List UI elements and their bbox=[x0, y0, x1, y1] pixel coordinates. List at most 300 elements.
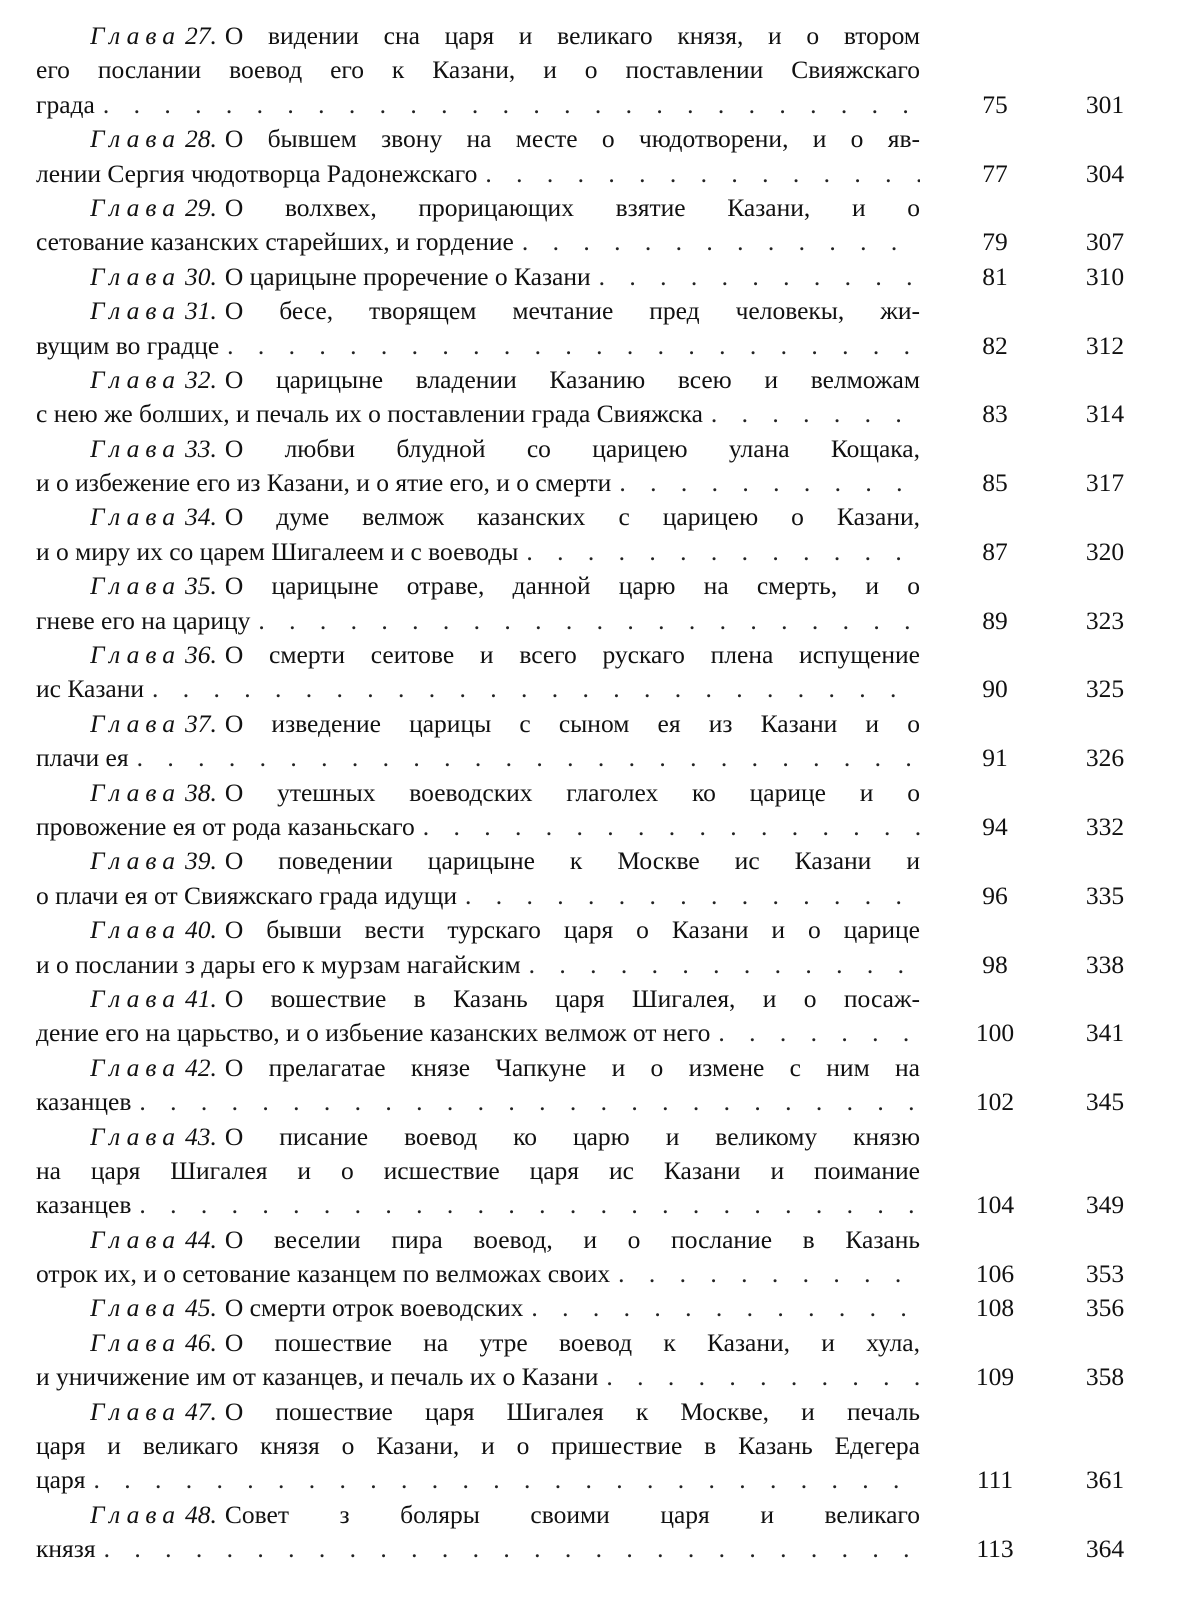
toc-line-text bbox=[36, 466, 920, 500]
chapter-title-text: отрок их, и о сетование казанцем по велможах своих bbox=[36, 1259, 611, 1289]
toc-line-body bbox=[36, 1431, 920, 1460]
toc-line-text bbox=[36, 810, 920, 844]
toc-line bbox=[0, 1051, 1182, 1085]
toc-line-body bbox=[36, 1463, 93, 1497]
toc-line-text bbox=[90, 1291, 920, 1325]
dot-leader bbox=[619, 466, 920, 500]
toc-line bbox=[0, 569, 1182, 603]
page-number-original: 83 bbox=[982, 399, 1008, 429]
toc-line-body bbox=[90, 1500, 920, 1529]
toc-line bbox=[0, 672, 1182, 706]
chapter-title-text: с нею же болших, и печаль их о поставлении града Свияжска bbox=[36, 399, 703, 429]
toc-line bbox=[0, 260, 1182, 294]
page-number-translation: 364 bbox=[1085, 1534, 1125, 1564]
toc-line bbox=[0, 191, 1182, 225]
dot-leader bbox=[718, 1016, 920, 1050]
chapter-label: Глава bbox=[90, 192, 181, 222]
dot-leader bbox=[139, 1188, 920, 1222]
toc-line-body bbox=[36, 879, 465, 913]
toc-line-text bbox=[90, 844, 920, 878]
toc-entry bbox=[0, 191, 1182, 260]
toc-line bbox=[0, 604, 1182, 638]
toc-line-text bbox=[90, 1120, 920, 1154]
toc-line bbox=[0, 363, 1182, 397]
dot-leader bbox=[526, 535, 920, 569]
chapter-label: Глава bbox=[90, 502, 181, 532]
chapter-label: Глава bbox=[90, 1052, 181, 1082]
chapter-number: 42. bbox=[184, 1052, 217, 1082]
toc-line bbox=[0, 948, 1182, 982]
chapter-title-text: его послании воевод его к Казани, и о поставлении Свияжскаго bbox=[36, 55, 920, 85]
toc-entry bbox=[0, 1395, 1182, 1498]
toc-entry bbox=[0, 500, 1182, 569]
chapter-number: 44. bbox=[184, 1224, 217, 1254]
toc-entry bbox=[0, 844, 1182, 913]
toc-line-text bbox=[90, 1326, 920, 1360]
chapter-title-text: гневе его на царицу bbox=[36, 605, 251, 635]
toc-line-body bbox=[90, 1291, 531, 1325]
chapter-number: 46. bbox=[184, 1327, 217, 1357]
toc-line bbox=[0, 1188, 1182, 1222]
toc-line-body bbox=[36, 741, 137, 775]
chapter-number: 32. bbox=[184, 364, 217, 394]
toc-line-body bbox=[90, 846, 920, 875]
toc-entry bbox=[0, 122, 1182, 191]
toc-line-text bbox=[36, 535, 920, 569]
page-number-translation: 361 bbox=[1085, 1465, 1125, 1495]
page-number-original: 75 bbox=[982, 89, 1008, 119]
page-number-translation: 312 bbox=[1085, 330, 1125, 360]
toc-line bbox=[0, 1429, 1182, 1463]
toc-line-body bbox=[36, 948, 529, 982]
chapter-title-text: О бывшем звону на месте о чюдотворени, и о яв- bbox=[224, 124, 920, 154]
toc-line bbox=[0, 88, 1182, 122]
chapter-title-text: казанцев bbox=[36, 1190, 132, 1220]
dot-leader bbox=[139, 1085, 920, 1119]
chapter-label: Глава bbox=[90, 983, 181, 1013]
toc-line-text bbox=[90, 294, 920, 328]
toc-entry bbox=[0, 638, 1182, 707]
toc-line-body bbox=[90, 915, 920, 944]
toc-line-text bbox=[90, 569, 920, 603]
toc-line-text bbox=[36, 672, 920, 706]
toc-line-text bbox=[36, 1257, 920, 1291]
page-number-original: 85 bbox=[982, 468, 1008, 498]
page-number-original: 90 bbox=[982, 674, 1008, 704]
toc-line bbox=[0, 225, 1182, 259]
toc-line-body bbox=[36, 55, 920, 84]
chapter-title-text: лении Сергия чюдотворца Радонежскаго bbox=[36, 158, 478, 188]
toc-line bbox=[0, 1154, 1182, 1188]
chapter-label: Глава bbox=[90, 124, 181, 154]
page-number-original: 102 bbox=[975, 1087, 1015, 1117]
page-number-translation: 349 bbox=[1085, 1190, 1125, 1220]
toc-line-text bbox=[90, 260, 920, 294]
toc-line-text bbox=[36, 225, 920, 259]
chapter-title-text: О царицыне владении Казанию всею и велможам bbox=[224, 364, 920, 394]
toc-line-text bbox=[36, 604, 920, 638]
chapter-title-text: сетование казанских старейших, и гордение bbox=[36, 227, 514, 257]
chapter-title-text: на царя Шигалея и о исшествие царя ис Казани и поимание bbox=[36, 1155, 920, 1185]
toc-entry bbox=[0, 19, 1182, 122]
toc-line-body bbox=[36, 329, 227, 363]
dot-leader bbox=[423, 810, 920, 844]
page-number-original: 89 bbox=[982, 605, 1008, 635]
toc-line-body bbox=[36, 1156, 920, 1185]
toc-line-body bbox=[36, 1532, 104, 1566]
toc-line-text bbox=[90, 1395, 920, 1429]
toc-line bbox=[0, 1016, 1182, 1050]
page-number-original: 106 bbox=[975, 1259, 1015, 1289]
toc-line-text bbox=[36, 397, 920, 431]
page-number-original: 96 bbox=[982, 880, 1008, 910]
chapter-label: Глава bbox=[90, 915, 181, 945]
chapter-number: 41. bbox=[184, 983, 217, 1013]
toc-entry bbox=[0, 776, 1182, 845]
chapter-title-text: и о избежение его из Казани, и о ятие его, и о смерти bbox=[36, 468, 612, 498]
chapter-label: Глава bbox=[90, 708, 181, 738]
toc-line-text bbox=[90, 1051, 920, 1085]
toc-line bbox=[0, 982, 1182, 1016]
toc-entry bbox=[0, 913, 1182, 982]
toc-line bbox=[0, 1291, 1182, 1325]
page-number-original: 108 bbox=[975, 1293, 1015, 1323]
toc-line-body bbox=[36, 604, 258, 638]
toc-line-body bbox=[90, 709, 920, 738]
page-number-translation: 325 bbox=[1085, 674, 1125, 704]
toc-line-body bbox=[90, 21, 920, 50]
toc-line-text bbox=[90, 1498, 920, 1532]
dot-leader bbox=[529, 948, 920, 982]
toc-line bbox=[0, 879, 1182, 913]
chapter-title-text: О поведении царицыне к Москве ис Казани и bbox=[224, 846, 920, 876]
toc-line-body bbox=[90, 193, 920, 222]
chapter-title-text: О бесе, творящем мечтание пред человекы, жи- bbox=[224, 296, 920, 326]
chapter-title-text: О любви блудной со царицею улана Кощака, bbox=[224, 433, 920, 463]
toc-line bbox=[0, 776, 1182, 810]
page-number-translation: 358 bbox=[1085, 1362, 1125, 1392]
page-number-original: 91 bbox=[982, 743, 1008, 773]
chapter-title-text: и о миру их со царем Шигалеем и с воеводы bbox=[36, 536, 519, 566]
toc-line-text bbox=[90, 982, 920, 1016]
toc-line-text bbox=[36, 1429, 920, 1463]
page-number-original: 111 bbox=[976, 1465, 1014, 1495]
chapter-label: Глава bbox=[90, 640, 181, 670]
dot-leader bbox=[137, 741, 920, 775]
page-number-original: 113 bbox=[976, 1534, 1014, 1564]
toc-line bbox=[0, 1257, 1182, 1291]
toc-line-body bbox=[36, 88, 103, 122]
toc-line-text bbox=[36, 1463, 920, 1497]
toc-line-body bbox=[36, 397, 711, 431]
page-number-translation: 341 bbox=[1085, 1018, 1125, 1048]
dot-leader bbox=[152, 672, 920, 706]
toc-line-body bbox=[90, 434, 920, 463]
toc-line-text bbox=[36, 948, 920, 982]
toc-entry bbox=[0, 1223, 1182, 1292]
toc-line-body bbox=[36, 672, 152, 706]
toc-line-body bbox=[36, 1016, 718, 1050]
page-number-original: 82 bbox=[982, 330, 1008, 360]
chapter-title-text: дение его на царьство, и о избьение казанских велмож от него bbox=[36, 1018, 711, 1048]
toc-line-text bbox=[36, 329, 920, 363]
dot-leader bbox=[599, 260, 920, 294]
chapter-title-text: О волхвех, прорицающих взятие Казани, и о bbox=[224, 192, 920, 222]
page-number-original: 100 bbox=[975, 1018, 1015, 1048]
chapter-label: Глава bbox=[90, 846, 181, 876]
toc-line bbox=[0, 1223, 1182, 1257]
chapter-title-text: и о послании з дары его к мурзам нагайским bbox=[36, 949, 521, 979]
page-number-translation: 314 bbox=[1085, 399, 1125, 429]
chapter-label: Глава bbox=[90, 1293, 181, 1323]
toc-line-text bbox=[36, 1360, 920, 1394]
chapter-title-text: О царицыне отраве, данной царю на смерть, и о bbox=[224, 571, 920, 601]
toc-line-text bbox=[90, 122, 920, 156]
chapter-title-text: плачи ея bbox=[36, 743, 129, 773]
dot-leader bbox=[93, 1463, 920, 1497]
toc-line-text bbox=[36, 1154, 920, 1188]
page-number-translation: 356 bbox=[1085, 1293, 1125, 1323]
dot-leader bbox=[258, 604, 920, 638]
page-number-translation: 304 bbox=[1085, 158, 1125, 188]
toc-entry bbox=[0, 294, 1182, 363]
chapter-title-text: вущим во градце bbox=[36, 330, 220, 360]
chapter-label: Глава bbox=[90, 296, 181, 326]
toc-line bbox=[0, 53, 1182, 87]
chapter-title-text: О прелагатае князе Чапкуне и о измене с ним на bbox=[224, 1052, 920, 1082]
page-number-translation: 338 bbox=[1085, 949, 1125, 979]
page-number-translation: 335 bbox=[1085, 880, 1125, 910]
toc-line bbox=[0, 1498, 1182, 1532]
toc-entry bbox=[0, 260, 1182, 294]
toc-line-body bbox=[36, 1188, 139, 1222]
toc-line-body bbox=[90, 984, 920, 1013]
toc-line-body bbox=[90, 124, 920, 153]
toc-line-body bbox=[90, 778, 920, 807]
toc-line-body bbox=[90, 640, 920, 669]
toc-line bbox=[0, 466, 1182, 500]
table-of-contents bbox=[0, 19, 1182, 1567]
toc-line-text bbox=[36, 879, 920, 913]
toc-line-text bbox=[90, 191, 920, 225]
chapter-title-text: О видении сна царя и великаго князя, и о втором bbox=[224, 21, 920, 50]
toc-line-body bbox=[90, 571, 920, 600]
toc-line bbox=[0, 1532, 1182, 1566]
chapter-label: Глава bbox=[90, 261, 181, 291]
toc-line-text bbox=[36, 157, 920, 191]
chapter-number: 47. bbox=[184, 1396, 217, 1426]
toc-line-body bbox=[36, 810, 423, 844]
dot-leader bbox=[103, 88, 920, 122]
chapter-number: 38. bbox=[184, 777, 217, 807]
chapter-label: Глава bbox=[90, 777, 181, 807]
toc-line-body bbox=[36, 535, 526, 569]
toc-entry bbox=[0, 569, 1182, 638]
dot-leader bbox=[618, 1257, 920, 1291]
dot-leader bbox=[531, 1291, 920, 1325]
page-number-translation: 320 bbox=[1085, 536, 1125, 566]
chapter-label: Глава bbox=[90, 1499, 181, 1529]
chapter-title-text: О думе велмож казанских с царицею о Казани, bbox=[224, 502, 920, 532]
chapter-title-text: О смерти сеитове и всего рускаго плена испущение bbox=[224, 640, 920, 670]
toc-entry bbox=[0, 363, 1182, 432]
toc-line-text bbox=[90, 19, 920, 53]
toc-line bbox=[0, 329, 1182, 363]
toc-line-body bbox=[90, 1328, 920, 1357]
toc-entry bbox=[0, 1120, 1182, 1223]
chapter-title-text: ис Казани bbox=[36, 674, 145, 704]
toc-line-body bbox=[90, 260, 599, 294]
dot-leader bbox=[711, 397, 920, 431]
toc-line bbox=[0, 741, 1182, 775]
chapter-number: 40. bbox=[184, 915, 217, 945]
chapter-title-text: О вошествие в Казань царя Шигалея, и о посаж- bbox=[224, 983, 920, 1013]
chapter-title-text: о плачи ея от Свияжскаго града идущи bbox=[36, 880, 458, 910]
toc-line bbox=[0, 122, 1182, 156]
toc-line-body bbox=[90, 502, 920, 531]
toc-line-body bbox=[90, 1053, 920, 1082]
chapter-number: 36. bbox=[184, 640, 217, 670]
chapter-title-text: О веселии пира воевод, и о послание в Казань bbox=[224, 1224, 920, 1254]
chapter-number: 48. bbox=[184, 1499, 217, 1529]
toc-line-body bbox=[36, 1257, 618, 1291]
toc-line-body bbox=[36, 157, 485, 191]
toc-line-body bbox=[90, 1122, 920, 1151]
toc-entry bbox=[0, 1291, 1182, 1325]
toc-entry bbox=[0, 1051, 1182, 1120]
toc-line-text bbox=[90, 638, 920, 672]
page-number-translation: 310 bbox=[1085, 261, 1125, 291]
toc-line bbox=[0, 1085, 1182, 1119]
chapter-label: Глава bbox=[90, 1327, 181, 1357]
chapter-number: 35. bbox=[184, 571, 217, 601]
toc-line-body bbox=[36, 1085, 139, 1119]
toc-line-text bbox=[90, 707, 920, 741]
toc-line bbox=[0, 157, 1182, 191]
toc-line-text bbox=[90, 363, 920, 397]
chapter-label: Глава bbox=[90, 364, 181, 394]
toc-line-body bbox=[36, 225, 522, 259]
toc-line bbox=[0, 844, 1182, 878]
toc-line-text bbox=[36, 1016, 920, 1050]
chapter-number: 34. bbox=[184, 502, 217, 532]
toc-line-text bbox=[90, 913, 920, 947]
page-number-translation: 307 bbox=[1085, 227, 1125, 257]
page-number-translation: 301 bbox=[1085, 89, 1125, 119]
chapter-number: 33. bbox=[184, 433, 217, 463]
toc-line-text bbox=[36, 741, 920, 775]
page-number-translation: 353 bbox=[1085, 1259, 1125, 1289]
chapter-label: Глава bbox=[90, 1121, 181, 1151]
dot-leader bbox=[104, 1532, 920, 1566]
toc-line-body bbox=[36, 1360, 606, 1394]
chapter-title-text: О изведение царицы с сыном ея из Казани и о bbox=[224, 708, 920, 738]
toc-entry bbox=[0, 707, 1182, 776]
chapter-number: 39. bbox=[184, 846, 217, 876]
chapter-title-text: казанцев bbox=[36, 1087, 132, 1117]
page-number-original: 77 bbox=[982, 158, 1008, 188]
toc-line-text bbox=[36, 1188, 920, 1222]
chapter-label: Глава bbox=[90, 1396, 181, 1426]
dot-leader bbox=[485, 157, 920, 191]
chapter-title-text: О царицыне проречение о Казани bbox=[224, 261, 591, 291]
toc-line-text bbox=[90, 776, 920, 810]
toc-line-body bbox=[90, 296, 920, 325]
toc-line-text bbox=[36, 88, 920, 122]
chapter-title-text: О писание воевод ко царю и великому князю bbox=[224, 1121, 920, 1151]
chapter-title-text: града bbox=[36, 89, 95, 119]
toc-line bbox=[0, 1395, 1182, 1429]
dot-leader bbox=[606, 1360, 920, 1394]
toc-line bbox=[0, 432, 1182, 466]
toc-line bbox=[0, 913, 1182, 947]
toc-line bbox=[0, 1463, 1182, 1497]
page-number-original: 79 bbox=[982, 227, 1008, 257]
chapter-number: 45. bbox=[184, 1293, 217, 1323]
chapter-title-text: О пошествие на утре воевод к Казани, и хула, bbox=[224, 1327, 920, 1357]
toc-line-body bbox=[90, 1225, 920, 1254]
page-number-translation: 326 bbox=[1085, 743, 1125, 773]
chapter-title-text: Совет з боляры своими царя и великаго bbox=[224, 1499, 920, 1529]
page-number-translation: 323 bbox=[1085, 605, 1125, 635]
chapter-title-text: царя и великаго князя о Казани, и о пришествие в Казань Едегера bbox=[36, 1431, 920, 1461]
page-number-translation: 317 bbox=[1085, 468, 1125, 498]
toc-line bbox=[0, 1120, 1182, 1154]
chapter-label: Глава bbox=[90, 1224, 181, 1254]
chapter-number: 37. bbox=[184, 708, 217, 738]
toc-entry bbox=[0, 1498, 1182, 1567]
toc-line-text bbox=[36, 1532, 920, 1566]
chapter-number: 43. bbox=[184, 1121, 217, 1151]
page-number-original: 94 bbox=[982, 811, 1008, 841]
toc-line-text bbox=[90, 500, 920, 534]
toc-line-text bbox=[90, 432, 920, 466]
toc-line-body bbox=[90, 365, 920, 394]
chapter-label: Глава bbox=[90, 571, 181, 601]
page-number-original: 98 bbox=[982, 949, 1008, 979]
chapter-title-text: царя bbox=[36, 1465, 86, 1495]
chapter-title-text: О пошествие царя Шигалея к Москве, и печаль bbox=[224, 1396, 920, 1426]
chapter-number: 28. bbox=[184, 124, 217, 154]
toc-line bbox=[0, 500, 1182, 534]
toc-line-text bbox=[90, 1223, 920, 1257]
chapter-title-text: О смерти отрок воеводских bbox=[224, 1293, 524, 1323]
toc-line bbox=[0, 294, 1182, 328]
toc-line bbox=[0, 1360, 1182, 1394]
toc-line-text bbox=[36, 53, 920, 87]
page-number-original: 87 bbox=[982, 536, 1008, 566]
chapter-title-text: князя bbox=[36, 1534, 96, 1564]
chapter-number: 30. bbox=[184, 261, 217, 291]
chapter-title-text: О утешных воеводских глаголех ко царице и о bbox=[224, 777, 920, 807]
toc-line-text bbox=[36, 1085, 920, 1119]
toc-line bbox=[0, 397, 1182, 431]
chapter-title-text: О бывши вести турскаго царя о Казани и о царице bbox=[224, 915, 920, 945]
chapter-number: 31. bbox=[184, 296, 217, 326]
chapter-title-text: провожение ея от рода казаньскаго bbox=[36, 811, 415, 841]
page-number-original: 81 bbox=[982, 261, 1008, 291]
toc-line-body bbox=[36, 466, 619, 500]
toc-line bbox=[0, 638, 1182, 672]
chapter-label: Глава bbox=[90, 21, 181, 50]
toc-line bbox=[0, 810, 1182, 844]
chapter-number: 27. bbox=[184, 21, 217, 50]
toc-line-body bbox=[90, 1397, 920, 1426]
page-number-original: 109 bbox=[975, 1362, 1015, 1392]
page-number-translation: 345 bbox=[1085, 1087, 1125, 1117]
dot-leader bbox=[522, 225, 920, 259]
chapter-label: Глава bbox=[90, 433, 181, 463]
